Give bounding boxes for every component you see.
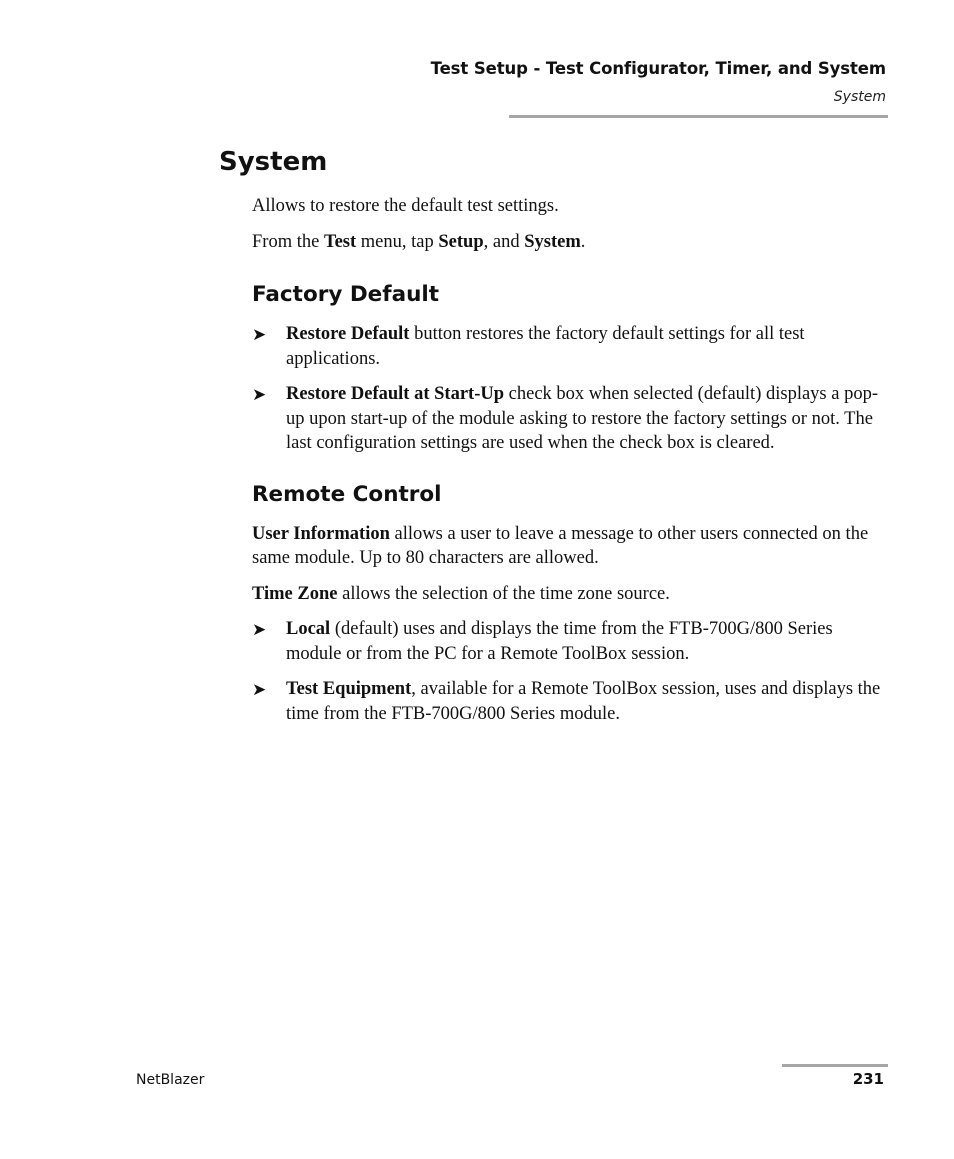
running-header-title: Test Setup - Test Configurator, Timer, and System xyxy=(430,59,886,78)
bullet-text: (default) uses and displays the time from the FTB-700G/800 Series module or from the PC for a Remote ToolBox session. xyxy=(286,619,833,664)
main-content xyxy=(252,194,882,737)
list-item xyxy=(252,617,882,666)
arrow-bullet-icon: ➤ xyxy=(252,680,267,700)
list-item xyxy=(252,677,882,726)
nav-test: Test xyxy=(323,231,357,252)
header-rule xyxy=(509,115,888,118)
user-information-paragraph xyxy=(252,522,882,571)
nav-end: . xyxy=(580,231,586,252)
bullet-text: button restores the factory default settings for all test applications. xyxy=(286,324,805,369)
intro-paragraph: Allows to restore the default test settings. xyxy=(252,196,559,216)
time-zone-text: allows the selection of the time zone source. xyxy=(337,583,670,604)
user-information-text: allows a user to leave a message to other users connected on the same module. Up to 80 characters are allowed. xyxy=(252,523,869,568)
bullet-term: Restore Default xyxy=(286,324,410,344)
bullet-text: , available for a Remote ToolBox session, uses and displays the time from the FTB-700G/800 Series module. xyxy=(286,679,881,724)
bullet-term: Test Equipment xyxy=(286,679,412,699)
nav-mid1: menu, tap xyxy=(356,231,439,252)
nav-system: System xyxy=(524,231,581,252)
time-zone-paragraph xyxy=(252,582,882,607)
arrow-bullet-icon: ➤ xyxy=(252,385,267,405)
bullet-term: Local xyxy=(286,619,331,639)
running-header xyxy=(431,58,886,107)
arrow-bullet-icon: ➤ xyxy=(252,620,267,640)
bullet-term: Restore Default at Start-Up xyxy=(286,384,505,404)
bullet-text: check box when selected (default) displays a pop-up upon start-up of the module asking to restore the factory settings or not. The last configuration settings are used when the check box is cleared. xyxy=(286,384,878,453)
user-information-term: User Information xyxy=(252,523,390,544)
nav-prefix: From the xyxy=(252,231,324,252)
factory-default-heading: Factory Default xyxy=(252,282,440,307)
list-item xyxy=(252,322,882,371)
nav-mid2: , and xyxy=(483,231,525,252)
page-number: 231 xyxy=(852,1070,884,1088)
navigation-paragraph xyxy=(252,230,882,255)
footer-product-name: NetBlazer xyxy=(136,1072,205,1088)
running-header-subtitle: System xyxy=(833,89,886,105)
nav-setup: Setup xyxy=(438,231,484,252)
list-item xyxy=(252,382,882,456)
arrow-bullet-icon: ➤ xyxy=(252,325,267,345)
footer-rule xyxy=(782,1064,888,1067)
remote-control-heading: Remote Control xyxy=(252,481,442,507)
page-title: System xyxy=(219,147,328,177)
time-zone-term: Time Zone xyxy=(252,583,338,604)
